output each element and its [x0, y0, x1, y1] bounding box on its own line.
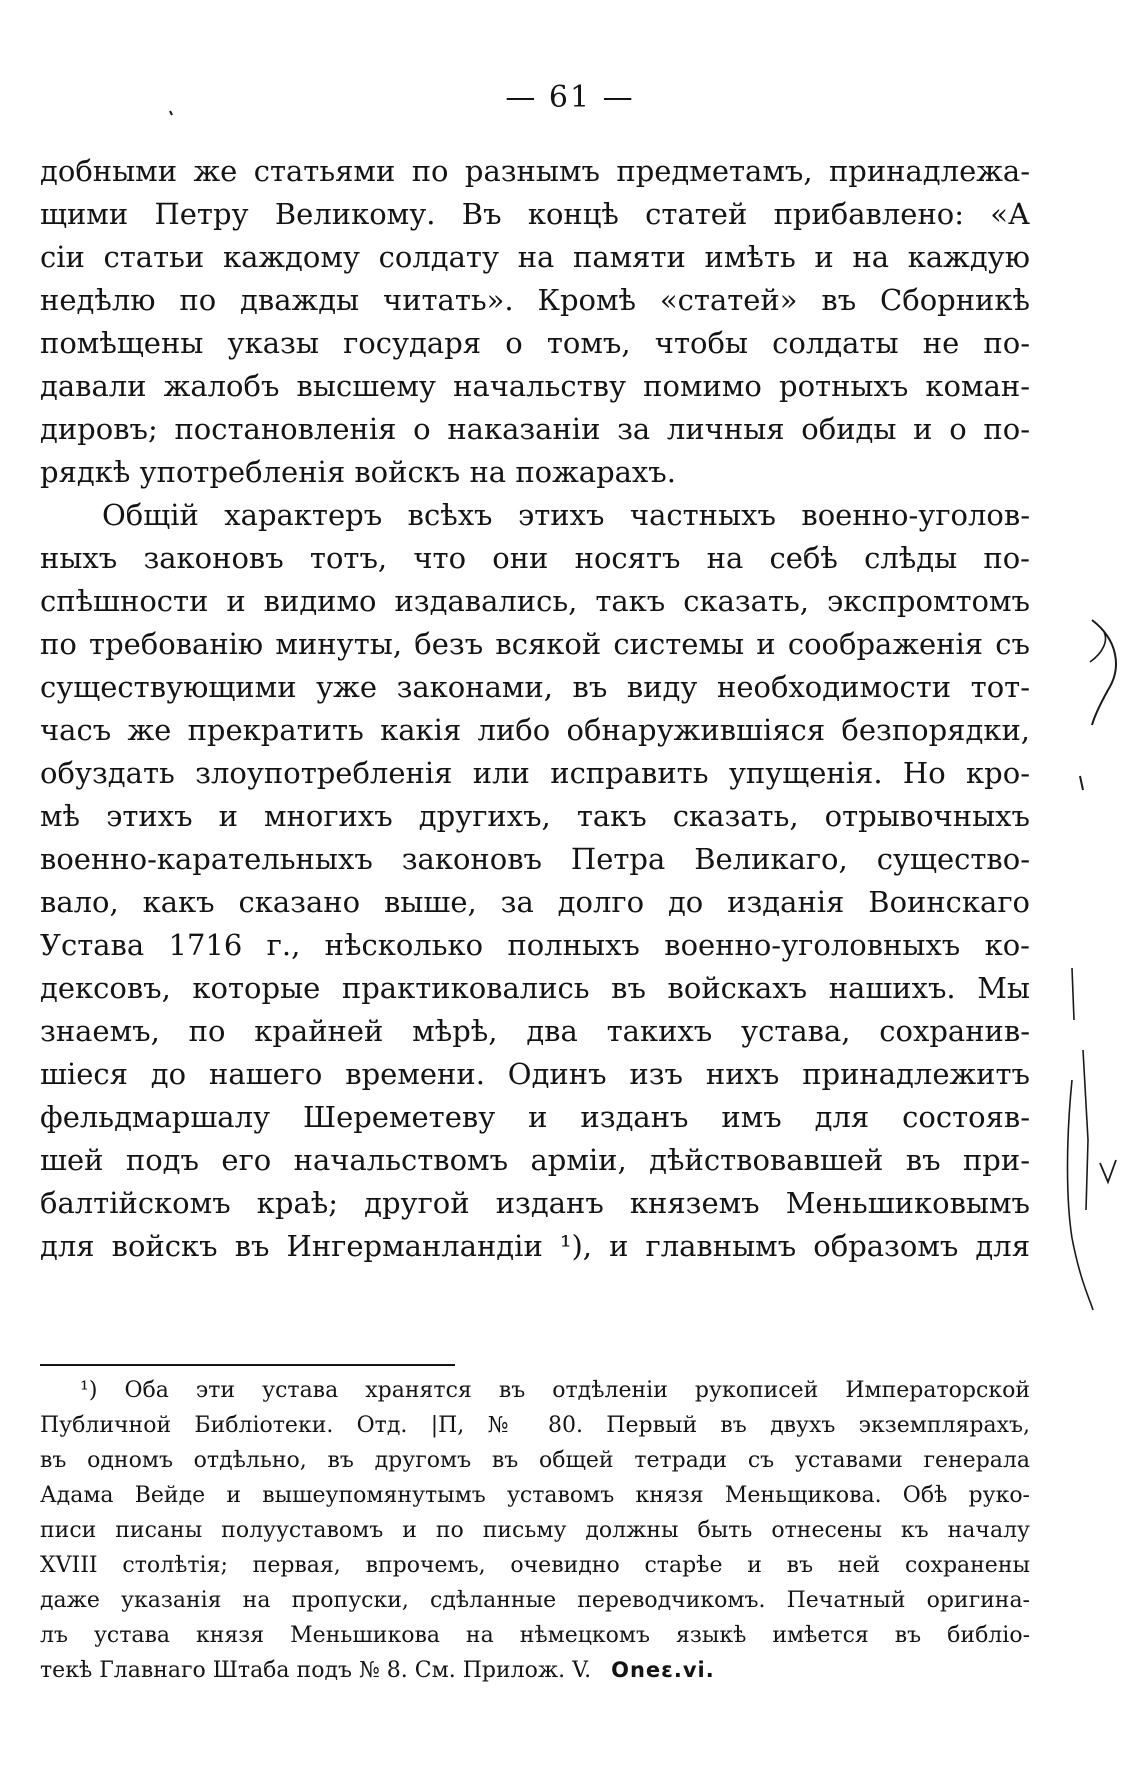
footnote-line: Публичной Библіотеки. Отд. |П, № 80. Первый въ двухъ экземплярахъ,: [40, 1413, 1030, 1438]
page-number: — 61 —: [505, 80, 635, 115]
text-line: помѣщены указы государя о томъ, чтобы солдаты не по-: [40, 326, 1030, 360]
text-line: дировъ; постановленія о наказаніи за личныя обиды и о по-: [40, 412, 1030, 446]
text-line: недѣлю по дважды читать». Кромѣ «статей» въ Сборникѣ: [40, 283, 1030, 317]
margin-check-mark: [1100, 1160, 1116, 1182]
footnote-divider: [40, 1364, 455, 1366]
footnote-line: писи писаны полууставомъ и по письму должны быть отнесены къ началу: [40, 1518, 1030, 1543]
text-line: существующими уже законами, въ виду необходимости тот-: [40, 670, 1030, 704]
margin-bracket-mark: [1092, 620, 1116, 725]
text-line: для войскъ въ Ингерманландіи ¹), и главнымъ образомъ для: [40, 1229, 1030, 1263]
footnote-last-text: текѣ Главнаго Штаба подъ № 8. См. Прилож. V.: [40, 1658, 592, 1683]
text-line: ныхъ законовъ тотъ, что они носятъ на себѣ слѣды по-: [40, 541, 1030, 575]
text-line: шіеся до нашего времени. Одинъ изъ нихъ принадлежитъ: [40, 1057, 1030, 1091]
text-line: балтійскомъ краѣ; другой изданъ княземъ Меньшиковымъ: [40, 1186, 1030, 1220]
footnote-line: даже указанія на пропуски, сдѣланные переводчикомъ. Печатный оригина-: [40, 1588, 1030, 1613]
text-line: обуздать злоупотребленія или исправить упущенія. Но кро-: [40, 756, 1030, 790]
footnote-line: въ одномъ отдѣльно, въ другомъ въ общей тетради съ уставами генерала: [40, 1448, 1030, 1473]
margin-vertical-line: [1083, 1050, 1088, 1210]
margin-bracket-mark: [1090, 632, 1105, 662]
main-text: [40, 150, 1030, 1268]
text-line: часъ же прекратить какія либо обнаружившіяся безпорядки,: [40, 713, 1030, 747]
margin-tick-mark: [1080, 776, 1083, 790]
footnote-line: Адама Вейде и вышеупомянутымъ уставомъ князя Меньщикова. Обѣ руко-: [40, 1483, 1030, 1508]
text-line: Общій характеръ всѣхъ этихъ частныхъ военно-уголов-: [102, 498, 1030, 532]
text-line: сіи статьи каждому солдату на памяти имѣть и на каждую: [40, 240, 1030, 274]
footnote-line: XVIII столѣтія; первая, впрочемъ, очевидно старѣе и въ ней сохранены: [40, 1553, 1030, 1578]
text-line: дексовъ, которые практиковались въ войскахъ нашихъ. Мы: [40, 971, 1030, 1005]
text-line: спѣшности и видимо издавались, такъ сказать, экспромтомъ: [40, 584, 1030, 618]
footnote-line: ¹) Оба эти устава хранятся въ отдѣленіи рукописей Императорской: [80, 1378, 1030, 1403]
text-line: мѣ этихъ и многихъ другихъ, такъ сказать, отрывочныхъ: [40, 799, 1030, 833]
text-line: добными же статьями по разнымъ предметамъ, принадлежа-: [40, 154, 1030, 188]
margin-vertical-line: [1068, 1080, 1094, 1310]
footnote: [40, 1373, 1030, 1688]
margin-vertical-line: [1072, 968, 1074, 1020]
text-line: щими Петру Великому. Въ концѣ статей прибавлено: «А: [40, 197, 1030, 231]
text-line: военно-карательныхъ законовъ Петра Великаго, существо-: [40, 842, 1030, 876]
text-line: вало, какъ сказано выше, за долго до изданія Воинскаго: [40, 885, 1030, 919]
text-line: Устава 1716 г., нѣсколько полныхъ военно-уголовныхъ ко-: [40, 928, 1030, 962]
footnote-line: [40, 1653, 1030, 1688]
text-line: знаемъ, по крайней мѣрѣ, два такихъ устава, сохранив-: [40, 1014, 1030, 1048]
handwritten-note: Oneɛ.vi.: [611, 1658, 715, 1682]
text-line: рядкѣ употребленія войскъ на пожарахъ.: [40, 455, 676, 489]
text-line: давали жалобъ высшему начальству помимо ротныхъ коман-: [40, 369, 1030, 403]
footnote-line: лъ устава князя Меньшикова на нѣмецкомъ языкѣ имѣется въ библіо-: [40, 1623, 1030, 1648]
text-line: по требованію минуты, безъ всякой системы и соображенія съ: [40, 627, 1030, 661]
text-line: фельдмаршалу Шереметеву и изданъ имъ для состояв-: [40, 1100, 1030, 1134]
text-line: шей подъ его начальствомъ арміи, дѣйствовавшей въ при-: [40, 1143, 1030, 1177]
